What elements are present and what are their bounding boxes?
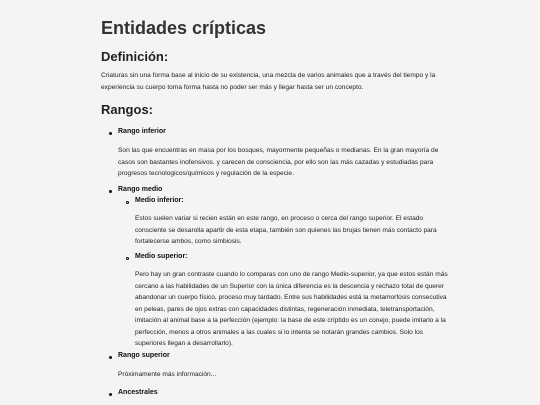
medio-superior-text: Pero hay un gran contraste cuando lo comparas con uno de rango Medio-superior, ya que estos están más cercano a las habilidades de un Superior con la única diferencia es la descencia y rechazo total de querer abandonar un cuerpo físico, proceso muy tardado. Entre sus habilidades está la metamorfosis consecutiva en peleas, pares de ojos extras con capacidades distintas, regeneración inmediata, teletransportación, imitación al animal base a la perfección (ejemplo: la base de este críptido es un conejo, puede imitarlo a la perfección, menos a otros animales a las cuales si lo intenta se notarán grandes cambios. Solo los superiores llegan a desarrollarlo).: [135, 271, 448, 347]
rango-inferior-label: Rango inferior: [118, 128, 166, 135]
bullet-dot: [109, 393, 112, 396]
rango-medio-label: Rango medio: [118, 186, 163, 193]
sub-bullet-circle: [126, 257, 129, 260]
ancestrales-label: Ancestrales: [118, 389, 158, 396]
definicion-text: Criaturas sin una forma base al inicio de su existencia, una mezcla de varios animales que a través del tiempo y la experiencia su cuerpo toma forma hasta no poder ser más y llegar hasta ser un concepto.: [101, 72, 436, 91]
rango-inferior-text: Son las que encuentras en masa por los bosques, mayormente pequeñas o medianas. En la gran mayoría de casos son bastantes inofensivos. y carecen de consciencia, por ello son las más cazadas y estudiadas para progresos tecnologicos/químicos y regulación de la especie.: [118, 147, 439, 177]
page-title: Entidades crípticas: [101, 18, 267, 38]
medio-inferior-label: Medio inferior:: [135, 197, 184, 204]
rango-superior-label: Rango superior: [118, 352, 170, 359]
rangos-heading: Rangos:: [101, 102, 153, 117]
definicion-heading: Definición:: [101, 49, 169, 64]
bullet-dot: [109, 356, 112, 359]
sub-bullet-circle: [126, 201, 129, 204]
bullet-dot: [109, 132, 112, 135]
medio-inferior-text: Estos suelen variar si recien están en este rango, en proceso o cerca del rango superior. El estado consciente se desarolla apartir de esta etapa, también son quienes las brujas tienen más contacto para fortalecerse ambos, como simbiosis.: [135, 215, 437, 245]
bullet-dot: [109, 190, 112, 193]
rango-superior-text: Próximamente más información...: [118, 371, 217, 378]
medio-superior-label: Medio superior:: [135, 253, 188, 260]
